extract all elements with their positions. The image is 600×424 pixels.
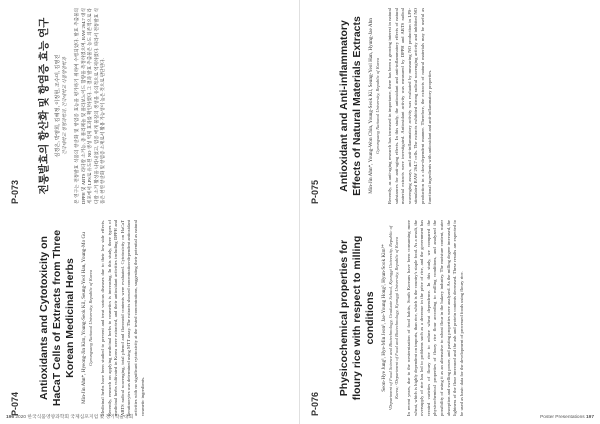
poster-id: P-074 (10, 391, 20, 416)
abstract-authors: 심경은, 박영희, 김혜정, 이정현, 조수미, 김영진 (55, 54, 61, 158)
abstract-affiliation: Gyeongsang National University, Republic of Korea (88, 269, 93, 367)
rotated-abstract (300, 0, 600, 212)
rotated-abstract (300, 212, 600, 424)
abstract-body: Recently, as anti-aging research has increased in importance, there has been a growing interest in natural substances for anti-aging effects. In this study, the antioxidant and anti-inflammatory effects of natural material extracts were investigated. Antioxidant activity was measured by DPPH and ABTS radical scavenging assays, and anti-inflammatory activity was evaluated by measuring NO production in LPS-stimulated RAW 264.7 cells. The extracts exhibited strong radical scavenging activity and inhibited NO production in a dose-dependent manner. Therefore, the extracts of natural materials may be useful as functional ingredients with antioxidant and anti-inflammatory properties. (387, 8, 432, 204)
abstract-title: Antioxidant and Anti-inflammatory Effects of Natural Materials Extracts (338, 16, 363, 196)
abstract-body: In recent years, due to the westernization of food habits, South Koreans have been consuming more wheat, which is highly dependent on imports, than rice, which is the country's staple food. As a result, the oversupply of rice has led to problems such as a decrease in the price of rice, and the government has created varieties of floury rice to reduce wheat dependence. In this study, we compared the physicochemical properties of floury rice flour according to milling conditions, and analyzed the possibility of using it as an alternative to wheat flour in the bakery industry. The moisture content, water absorption and swelling power, and pasting properties were analyzed. As the milling degree increased, the lightness of the flour increased and the ash and protein contents decreased. These results are expected to be used as basic data for the development of processed foods using floury rice. (406, 220, 464, 416)
poster-id: P-076 (310, 391, 320, 416)
abstract-section (0, 0, 300, 212)
abstract-section (300, 0, 600, 212)
abstract-authors: Min-Jin Ahn*, Young-Won Chin, Young-Seok Kil, Seung-Yeol Han, Hyung-Jae Ahn (368, 18, 374, 194)
rotated-abstract (0, 0, 300, 212)
page-footer (540, 415, 594, 420)
abstract-title: Physicochemical properties for floury rice with respect to milling conditions (338, 235, 376, 401)
right-page (300, 0, 600, 424)
abstract-title: Antioxidants and Cytotoxicity on HaCaT Cells of Extracts from Three Korean Medicinal Herbs (38, 229, 76, 407)
abstract-affiliation: Gyeongsang National University, Republic of Korea (375, 57, 380, 155)
footer-text: Poster Presentations (540, 415, 585, 420)
abstract-body: Medicinal herbs have been studied to prevent and treat various diseases due to their low side effects. Recently, research on applying medicinal herbs to cosmetics is increasing. In this study, three types of medicinal herbs cultivated in Korea were extracted, and their antioxidant activities including DPPH and ABTS radical scavenging, total phenol and flavonoid contents were evaluated. Cytotoxicity on HaCaT keratinocytes was determined using MTT assay. The extracts showed concentration-dependent antioxidant activities with no significant cytotoxicity at the tested concentrations, suggesting their potential as natural cosmetic ingredients. (100, 220, 145, 416)
page-number: 197 (585, 415, 594, 420)
abstract-affiliation: 건국대학교 생명과학과, 건국대학교 식품영양학과 (62, 57, 67, 155)
abstract-affiliation: ¹Department of Food Science and Biotechnology, Graduate School, Kyonggi University, Republic of Korea; ²Department of Food and Biotechnology, Kyonggi University, Republic of Korea (388, 225, 399, 411)
abstract-authors: Min-Jin Ahn*, Hyeong-Jin Kim, Young-Seok Kil, Seung-Yeol Han, Young-Mo Gu (81, 232, 87, 404)
abstract-section (300, 212, 600, 424)
poster-id: P-075 (310, 179, 320, 204)
abstract-title: 전통발효의 항산화 및 항염증 효능 연구 (38, 17, 50, 195)
rotated-abstract (0, 212, 300, 424)
abstract-authors: Seon-Hye Jung¹, Hye-Min Jeon¹, Jae-Young Hong², Hyun-Sook Kim¹* (381, 244, 387, 392)
abstract-section (0, 212, 300, 424)
poster-id: P-073 (10, 179, 20, 204)
footer-text: 2020 한국식품영양과학회 국제심포지엄 및 정기학술대회 (15, 415, 134, 420)
abstract-body: 본 연구는 전통발효 식품의 항산화 및 항염증 효능을 평가하기 위하여 수행되었다. 발효 추출물의 DPPH 및 ABTS 라디칼 소거능, 총 폴리페놀 및 플라보노이드 함량을 측정하였으며, RAW 264.7 대식세포에서 LPS로 유도된 NO 생성 억제 효과를 확인하였다. 그 결과 발효 추출물은 농도 의존적으로 라디칼 소거 활성을 나타내었고, 염증 매개 물질의 생성을 유의적으로 억제하였다. 따라서 전통발효 식품은 천연 항산화 및 항염증 소재로서 활용 가능성이 높은 것으로 판단된다. (74, 8, 106, 204)
page-footer (6, 413, 133, 420)
page-number: 196 (6, 415, 15, 420)
